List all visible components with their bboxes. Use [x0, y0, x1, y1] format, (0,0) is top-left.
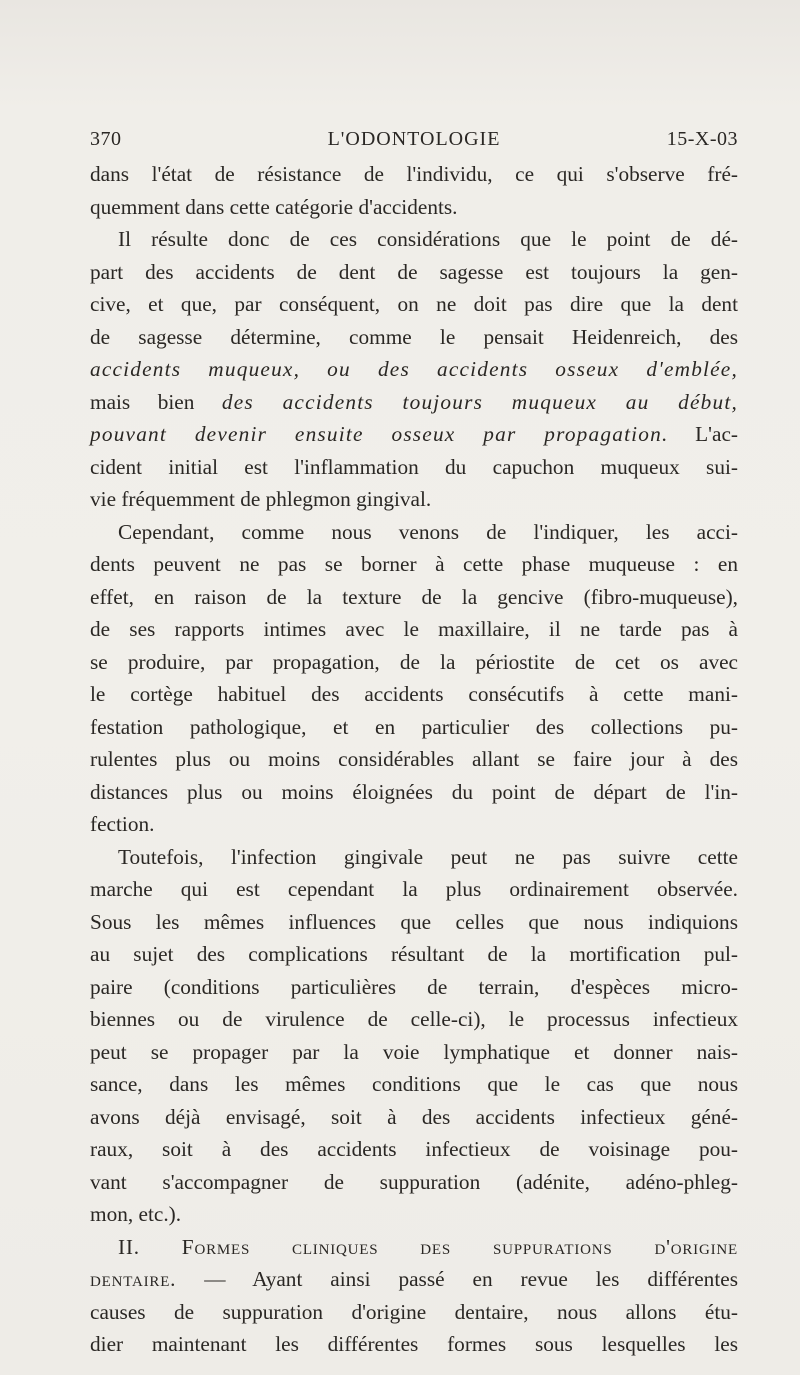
text-line: quemment dans cette catégorie d'accidents.: [90, 194, 458, 219]
text-line-italic: accidents muqueux, ou des accidents osseux d'emblée,: [90, 357, 738, 381]
text-line: cive, et que, par conséquent, on ne doit pas dire que la dent: [90, 292, 738, 316]
text-line: de ses rapports intimes avec le maxillaire, il ne tarde pas à: [90, 617, 738, 641]
text-line: vie fréquemment de phlegmon gingival.: [90, 487, 432, 511]
text-fragment: L'ac-: [668, 422, 738, 446]
text-line: [90, 386, 738, 419]
text-line: [90, 418, 738, 451]
page-number: 370: [90, 128, 122, 150]
text-line: avons déjà envisagé, soit à des accidents infectieux géné-: [90, 1104, 738, 1129]
text-line: part des accidents de dent de sagesse est toujours la gen-: [90, 259, 738, 284]
issue-date: 15-X-03: [666, 128, 738, 150]
text-line: dier maintenant les différentes formes sous lesquelles les: [90, 1332, 738, 1356]
text-line: raux, soit à des accidents infectieux de voisinage pou-: [90, 1137, 738, 1161]
text-line: dans l'état de résistance de l'individu, ce qui s'observe fré-: [90, 162, 738, 186]
text-line: au sujet des complications résultant de la mortification pul-: [90, 942, 738, 966]
text-line: vant s'accompagner de suppuration (adénite, adéno-phleg-: [90, 1169, 738, 1194]
journal-title: L'ODONTOLOGIE: [327, 128, 501, 150]
text-line: le cortège habituel des accidents consécutifs à cette mani-: [90, 682, 738, 706]
text-line: cident initial est l'inflammation du capuchon muqueux sui-: [90, 454, 738, 479]
text-line: sance, dans les mêmes conditions que le cas que nous: [90, 1072, 738, 1096]
text-line: distances plus ou moins éloignées du point de départ de l'in-: [90, 779, 738, 804]
text-line: Sous les mêmes influences que celles que nous indiquions: [90, 909, 738, 934]
section-heading-fragment: dentaire.: [90, 1267, 177, 1291]
text-line: Toutefois, l'infection gingivale peut ne pas suivre cette: [118, 844, 738, 869]
text-line: effet, en raison de la texture de la gencive (fibro-muqueuse),: [90, 584, 738, 609]
body-text: [90, 158, 738, 1361]
text-line: mon, etc.).: [90, 1202, 182, 1226]
text-line: [90, 1263, 738, 1296]
running-header: [90, 128, 738, 154]
text-line: fection.: [90, 812, 155, 836]
text-line: festation pathologique, et en particulier des collections pu-: [90, 714, 738, 739]
text-fragment-italic: des accidents toujours muqueux au début,: [221, 389, 738, 414]
text-line: Il résulte donc de ces considérations que le point de dé-: [118, 227, 738, 251]
text-line: causes de suppuration d'origine dentaire, nous allons étu-: [90, 1299, 738, 1324]
text-line: Cependant, comme nous venons de l'indiquer, les acci-: [118, 519, 738, 544]
text-line: se produire, par propagation, de la périostite de cet os avec: [90, 649, 738, 674]
text-line: paire (conditions particulières de terrain, d'espèces micro-: [90, 974, 738, 999]
text-fragment: — Ayant ainsi passé en revue les différentes: [176, 1267, 738, 1291]
text-fragment: mais bien: [90, 389, 222, 414]
text-line: rulentes plus ou moins considérables allant se faire jour à des: [90, 747, 738, 771]
text-line: biennes ou de virulence de celle-ci), le processus infectieux: [90, 1007, 738, 1031]
text-line: dents peuvent ne pas se borner à cette phase muqueuse : en: [90, 552, 738, 576]
text-line: peut se propager par la voie lymphatique et donner nais-: [90, 1039, 738, 1064]
text-line: de sagesse détermine, comme le pensait Heidenreich, des: [90, 324, 738, 349]
text-fragment-italic: pouvant devenir ensuite osseux par propagation.: [90, 422, 669, 446]
text-line: marche qui est cependant la plus ordinairement observée.: [90, 877, 738, 901]
section-heading-line: II. Formes cliniques des suppurations d'origine: [118, 1234, 738, 1259]
